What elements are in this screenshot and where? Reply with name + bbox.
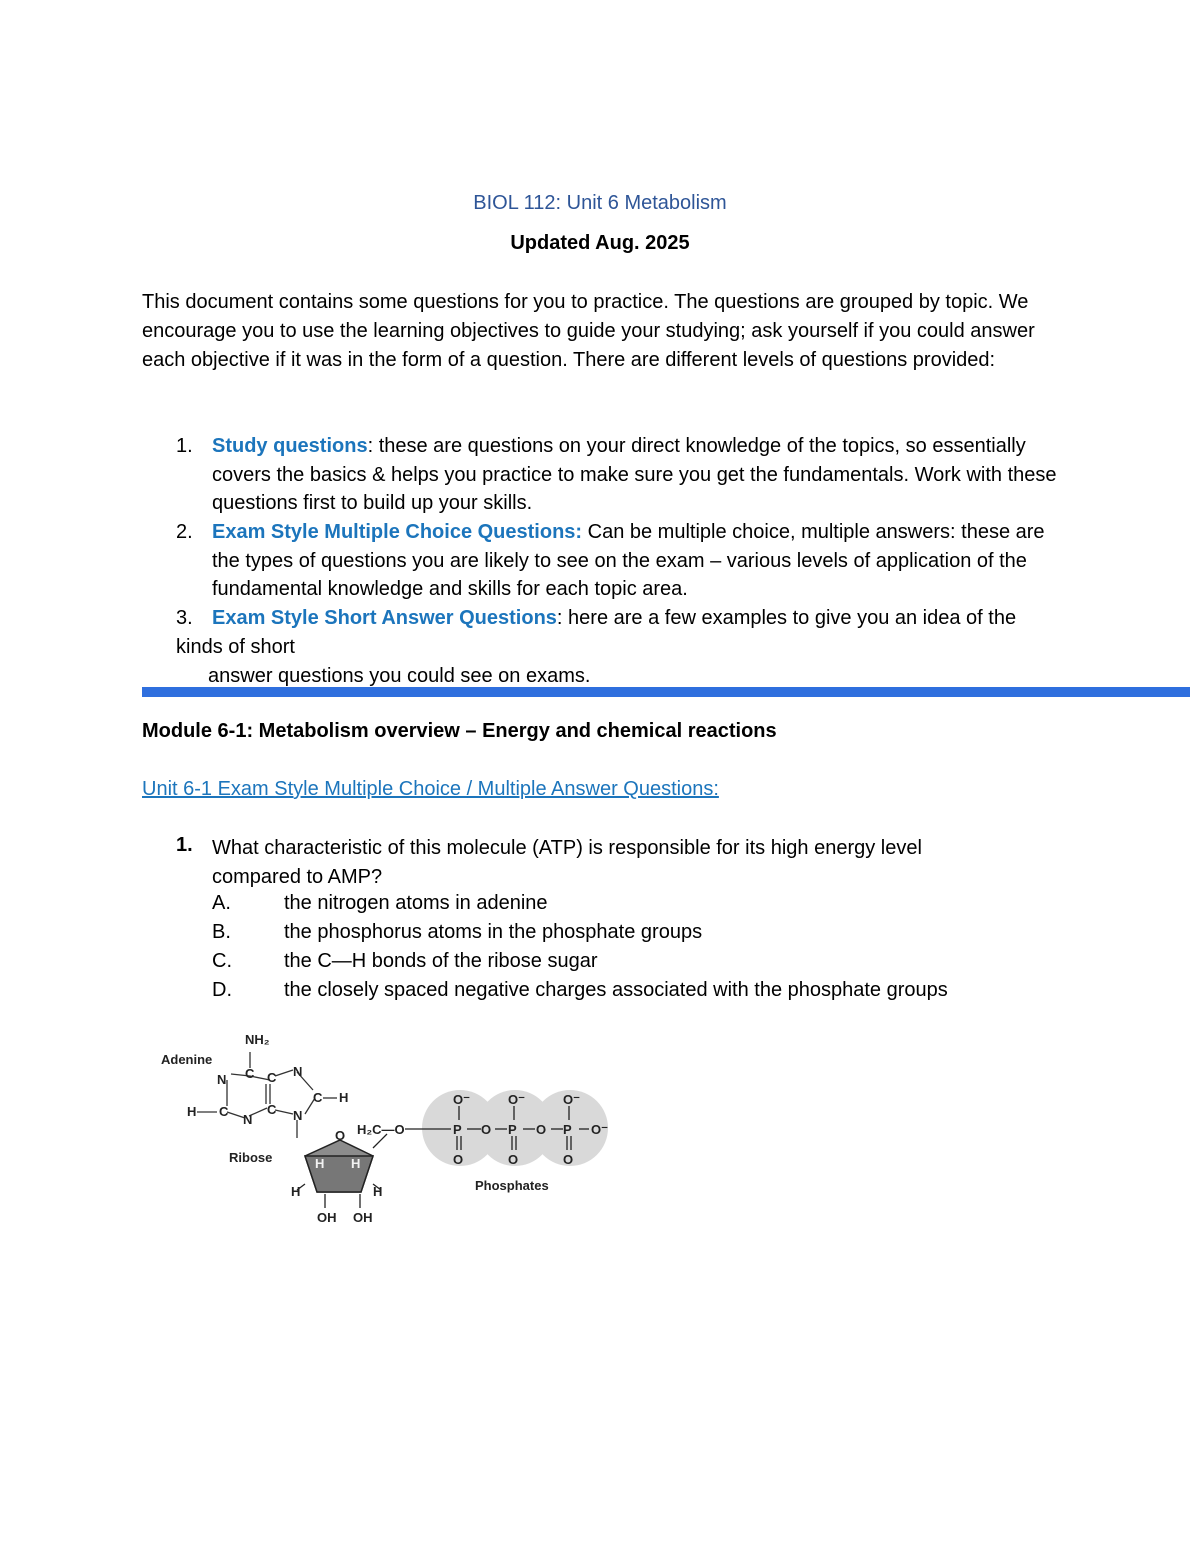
option-letter-a: A. [212, 892, 231, 914]
level-text-continued-2: answer questions you could see on exams. [208, 665, 591, 687]
atom-o: O [508, 1152, 519, 1167]
level-label: Exam Style Multiple Choice Questions: [212, 521, 583, 543]
level-body [212, 518, 1072, 604]
atom-h: H [315, 1156, 325, 1171]
atom-p: P [453, 1122, 462, 1137]
atom-o-minus: O⁻ [563, 1092, 580, 1107]
document-title: BIOL 112: Unit 6 Metabolism [473, 192, 727, 214]
atp-structure-diagram [155, 1028, 625, 1228]
atom-o: O [536, 1122, 547, 1137]
option-text-a: the nitrogen atoms in adenine [284, 892, 548, 914]
atom-c: C [245, 1066, 255, 1081]
atom-o-minus: O⁻ [591, 1122, 608, 1137]
option-letter-b: B. [212, 921, 231, 943]
option-text-c: the C—H bonds of the ribose sugar [284, 950, 598, 972]
intro-text: This document contains some questions for you to practice. The questions are grouped by topic. We encourage you to use the learning objectives to guide your studying; ask yourself if you could answer each objective if it was in the form of a question. There are different levels of questions provided: [142, 291, 1035, 371]
atom-h: H [351, 1156, 361, 1171]
phosphates-label: Phosphates [475, 1178, 549, 1193]
level-body [212, 432, 1072, 518]
oh-label-1: OH [317, 1210, 337, 1225]
option-letter-d: D. [212, 979, 232, 1001]
intro-paragraph [142, 288, 1062, 375]
question-text: What characteristic of this molecule (ATP) is responsible for its high energy level compared to AMP? [212, 837, 922, 888]
atom-p: P [508, 1122, 517, 1137]
level-text: Can be multiple choice, multiple answers: these are the types of questions you are likely to see on the exam – various levels of application of the fundamental knowledge and skills for each topic area. [212, 521, 1045, 600]
ribose-label: Ribose [229, 1150, 273, 1165]
level-number: 2. [176, 521, 193, 543]
level-body [212, 604, 1112, 633]
atom-c: C [267, 1070, 277, 1085]
unit-questions-link[interactable]: Unit 6-1 Exam Style Multiple Choice / Multiple Answer Questions: [142, 778, 719, 800]
question-number: 1. [176, 834, 193, 856]
atom-o: O [563, 1152, 574, 1167]
atom-c: C [313, 1090, 323, 1105]
level-label: Exam Style Short Answer Questions [212, 607, 557, 629]
section-divider [142, 687, 1190, 697]
option-text-d: the closely spaced negative charges associated with the phosphate groups [284, 979, 948, 1001]
atom-o: O [453, 1152, 464, 1167]
module-heading: Module 6-1: Metabolism overview – Energy and chemical reactions [142, 720, 777, 742]
oh-label-2: OH [353, 1210, 373, 1225]
atom-c: C [219, 1104, 229, 1119]
atom-o: O [335, 1128, 346, 1143]
atom-o-minus: O⁻ [508, 1092, 525, 1107]
atom-n: N [293, 1064, 303, 1079]
option-text-b: the phosphorus atoms in the phosphate groups [284, 921, 703, 943]
atom-n: N [293, 1108, 303, 1123]
option-letter-c: C. [212, 950, 232, 972]
atom-p: P [563, 1122, 572, 1137]
atom-n: N [217, 1072, 227, 1087]
nh2-label: NH₂ [245, 1032, 270, 1047]
level-label: Study questions [212, 435, 368, 457]
updated-date: Updated Aug. 2025 [510, 232, 690, 254]
atom-h: H [187, 1104, 197, 1119]
atom-h: H [373, 1184, 383, 1199]
level-text: : these are questions on your direct knowledge of the topics, so essentially covers the basics & helps you practice to make sure you get the fundamentals. Work with these questions first to build up your skills. [212, 435, 1057, 514]
atom-o-minus: O⁻ [453, 1092, 470, 1107]
h2c-o-label: H₂C—O [357, 1122, 405, 1137]
atom-h: H [339, 1090, 349, 1105]
level-text: : here are a few examples to give you an idea of the [556, 607, 1017, 629]
atom-h: H [291, 1184, 301, 1199]
atom-n: N [243, 1112, 253, 1127]
atom-o: O [481, 1122, 492, 1137]
atom-c: C [267, 1102, 277, 1117]
level-number: 1. [176, 435, 193, 457]
adenine-label: Adenine [161, 1052, 213, 1067]
level-text-continued: kinds of short [176, 636, 295, 658]
level-number: 3. [176, 607, 193, 629]
